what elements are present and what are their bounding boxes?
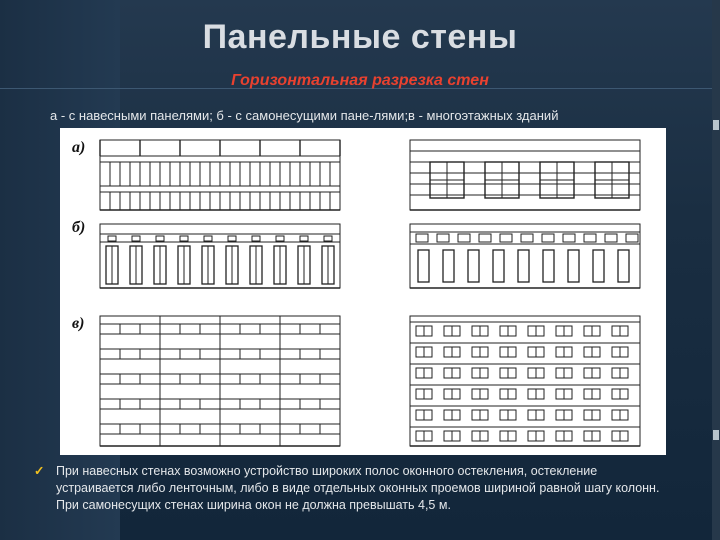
bullet-point xyxy=(34,463,674,514)
window-opening xyxy=(568,250,579,282)
slide-title: Панельные стены xyxy=(202,18,518,56)
bullet-text: При навесных стенах возможно устройство широких полос оконного остекления, остекление устраивается либо ленточным, либо в виде отдельных оконных проемов шириной равной шагу колонн. При самонесущих стенах ширина окон не должна превышать 4,5 м. xyxy=(56,464,660,512)
clerestory-window xyxy=(479,234,491,242)
clerestory-window xyxy=(542,234,554,242)
window-opening xyxy=(468,250,479,282)
clerestory-window xyxy=(416,234,428,242)
clerestory-window xyxy=(437,234,449,242)
lintel-window xyxy=(300,236,308,241)
lintel-window xyxy=(132,236,140,241)
clerestory-window xyxy=(563,234,575,242)
label-b: б) xyxy=(72,219,86,236)
window-opening xyxy=(493,250,504,282)
lintel-window xyxy=(228,236,236,241)
window-opening xyxy=(618,250,629,282)
wall-drawings xyxy=(60,128,666,455)
lintel-window xyxy=(252,236,260,241)
wall-elevations-figure xyxy=(60,128,666,455)
lintel-window xyxy=(156,236,164,241)
label-a: а) xyxy=(72,139,86,156)
lintel-window xyxy=(180,236,188,241)
window-opening xyxy=(543,250,554,282)
window-opening xyxy=(418,250,429,282)
window-opening xyxy=(518,250,529,282)
window-opening xyxy=(593,250,604,282)
edge-marker xyxy=(713,120,719,130)
window-opening xyxy=(443,250,454,282)
clerestory-window xyxy=(521,234,533,242)
slide-subtitle: Горизонтальная разрезка стен xyxy=(231,72,489,89)
clerestory-window xyxy=(626,234,638,242)
figure-caption: а - с навесными панелями; б - с самонесущими пане-лями;в - многоэтажных зданий xyxy=(50,108,559,123)
lintel-window xyxy=(324,236,332,241)
clerestory-window xyxy=(605,234,617,242)
edge-marker xyxy=(713,430,719,440)
lintel-window xyxy=(204,236,212,241)
lintel-window xyxy=(276,236,284,241)
lintel-window xyxy=(108,236,116,241)
label-v: в) xyxy=(72,315,85,332)
check-icon: ✓ xyxy=(34,464,45,478)
clerestory-window xyxy=(500,234,512,242)
clerestory-window xyxy=(584,234,596,242)
clerestory-window xyxy=(458,234,470,242)
